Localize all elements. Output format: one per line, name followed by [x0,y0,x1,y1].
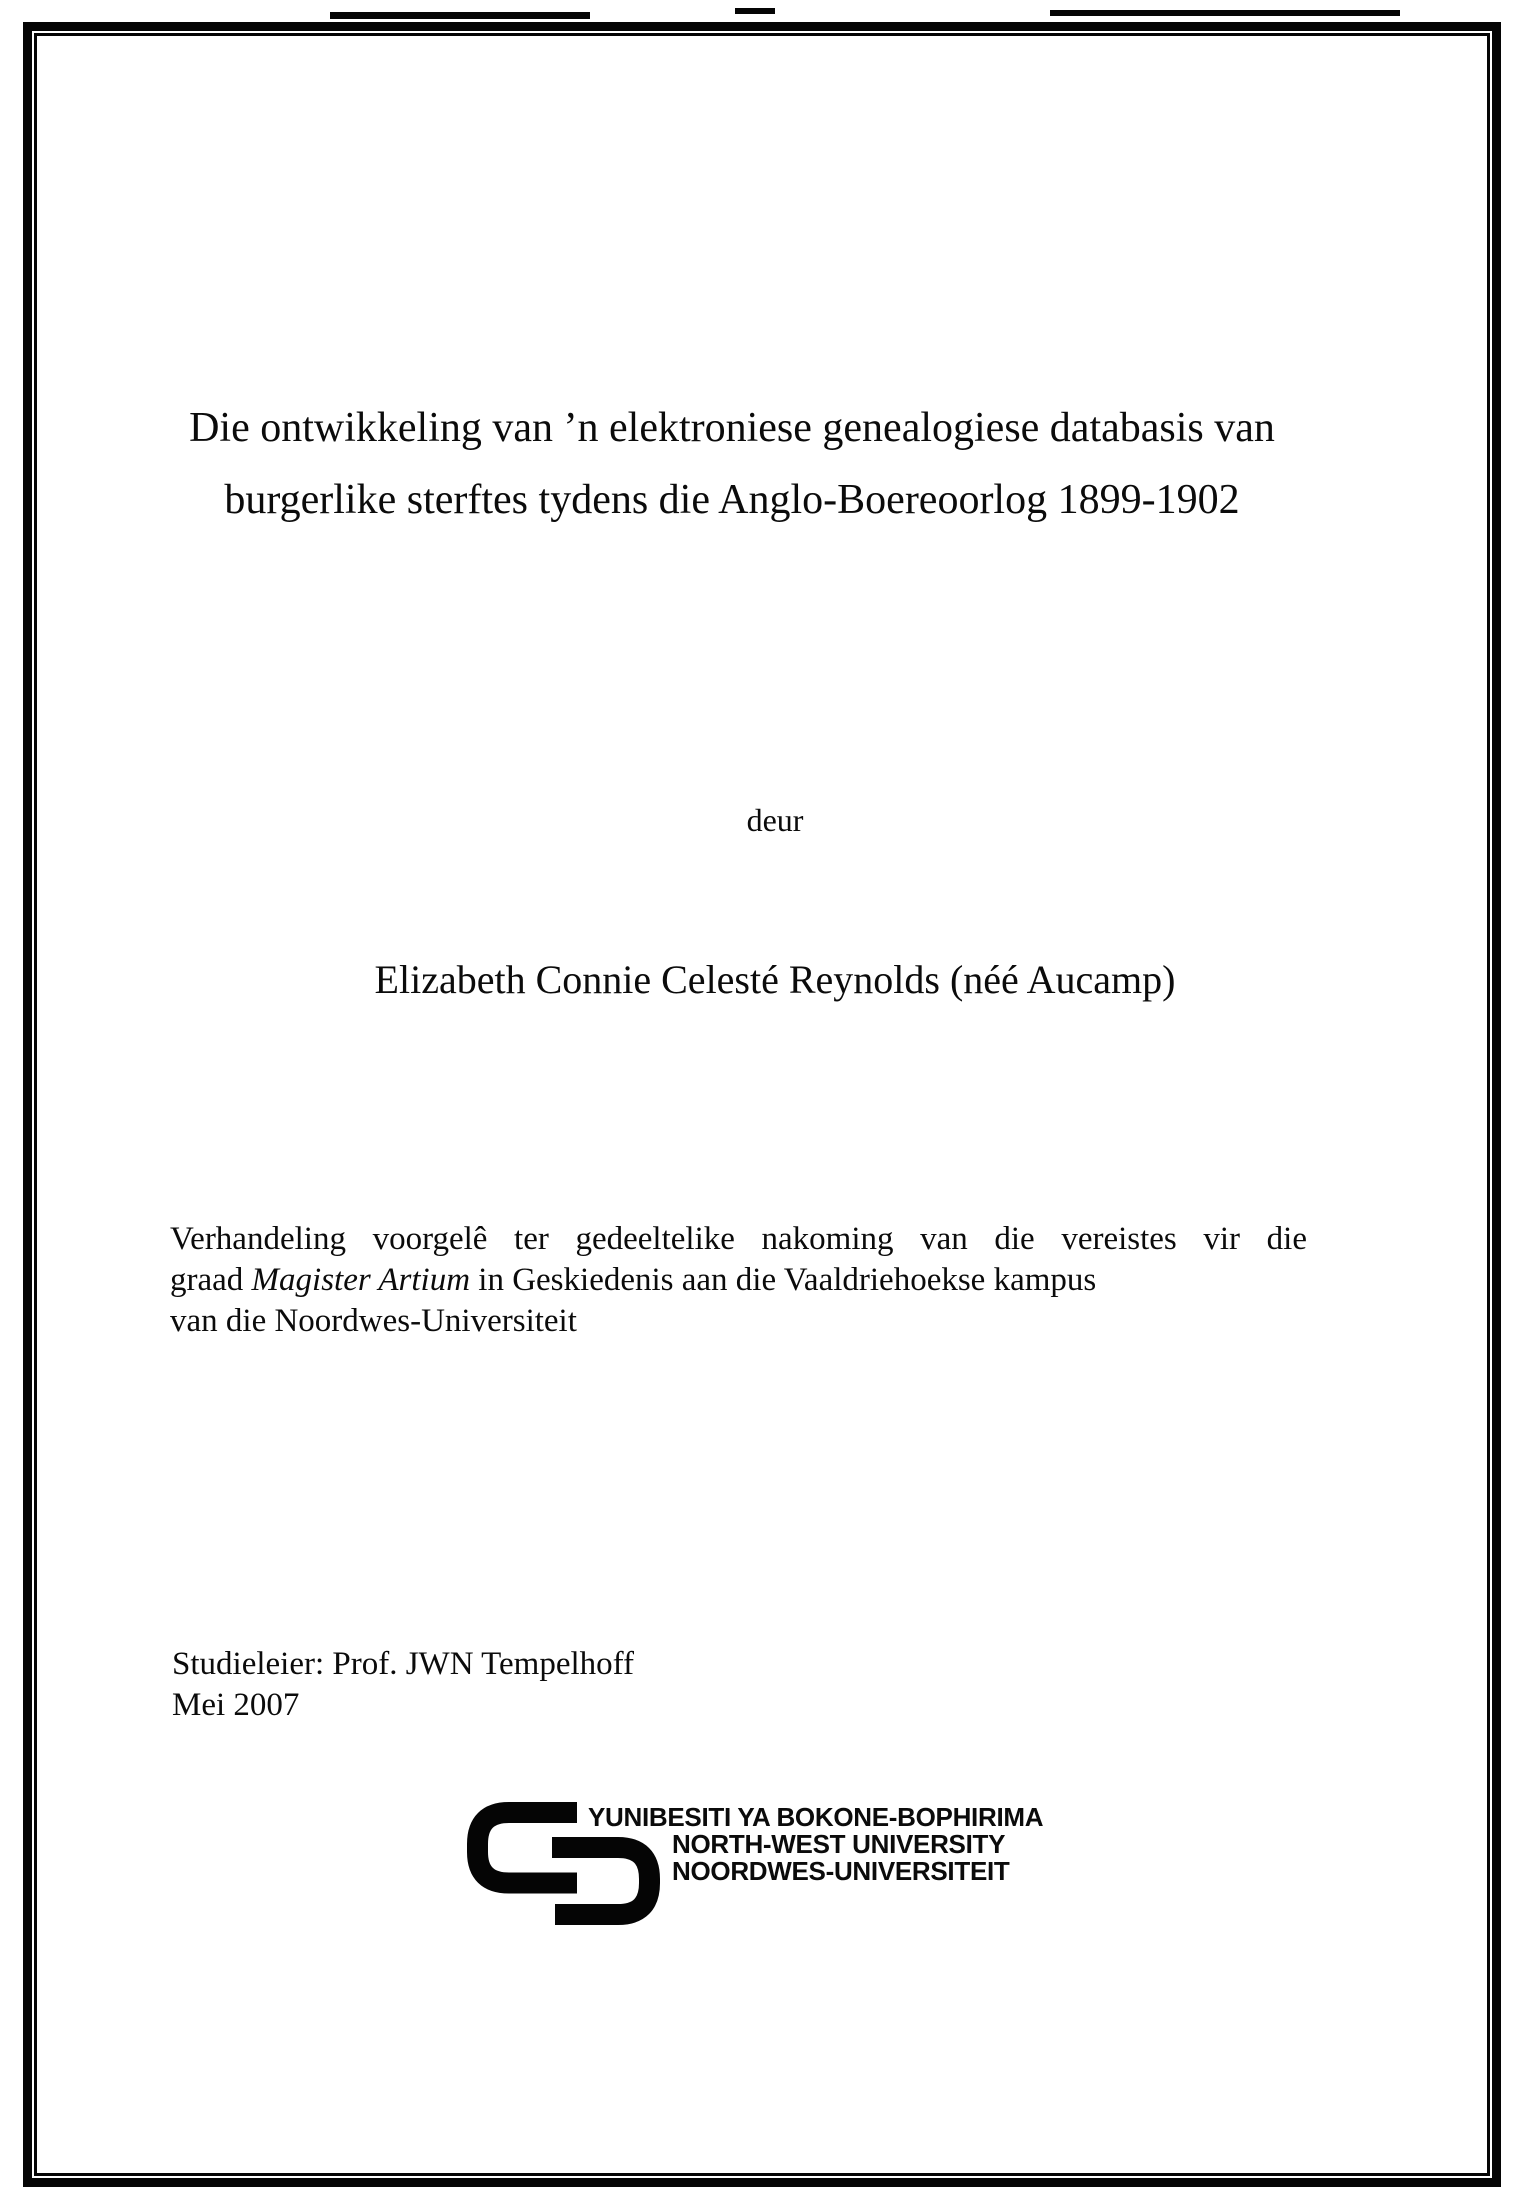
degree-title: Magister Artium [251,1262,471,1298]
supervisor-block [172,1644,634,1726]
byline: deur [746,802,804,838]
scan-artifact [1050,10,1400,16]
thesis-title-line1: Die ontwikkeling van ’n elektroniese genealogiese databasis van [189,405,1275,451]
thesis-title-line2: burgerlike sterftes tydens die Anglo-Boereoorlog 1899-1902 [224,477,1240,523]
degree-statement-line2-pre: graad [170,1262,252,1298]
supervisor-line: Studieleier: Prof. JWN Tempelhoff [172,1646,635,1682]
degree-statement-line3: van die Noordwes-Universiteit [170,1303,577,1339]
degree-statement-line1: Verhandeling voorgelê ter gedeeltelike nakoming van die vereistes vir die [170,1221,1307,1257]
degree-statement-line2-post: in Geskiedenis aan die Vaaldriehoekse kampus [470,1262,1097,1298]
scan-artifact [330,12,590,19]
thesis-title [170,392,1294,536]
scan-artifact [735,8,775,14]
university-logo-text [588,1802,1044,1886]
date-line: Mei 2007 [172,1687,300,1723]
logo-line-afrikaans: NOORDWES-UNIVERSITEIT [672,1856,1010,1886]
university-logo [467,1802,1043,1925]
degree-statement-line2 [170,1260,1307,1301]
degree-statement [170,1219,1307,1342]
logo-line-english: NORTH-WEST UNIVERSITY [672,1829,1006,1859]
author-name: Elizabeth Connie Celesté Reynolds (néé Aucamp) [374,957,1176,1002]
logo-line-setswana: YUNIBESITI YA BOKONE-BOPHIRIMA [588,1802,1044,1832]
